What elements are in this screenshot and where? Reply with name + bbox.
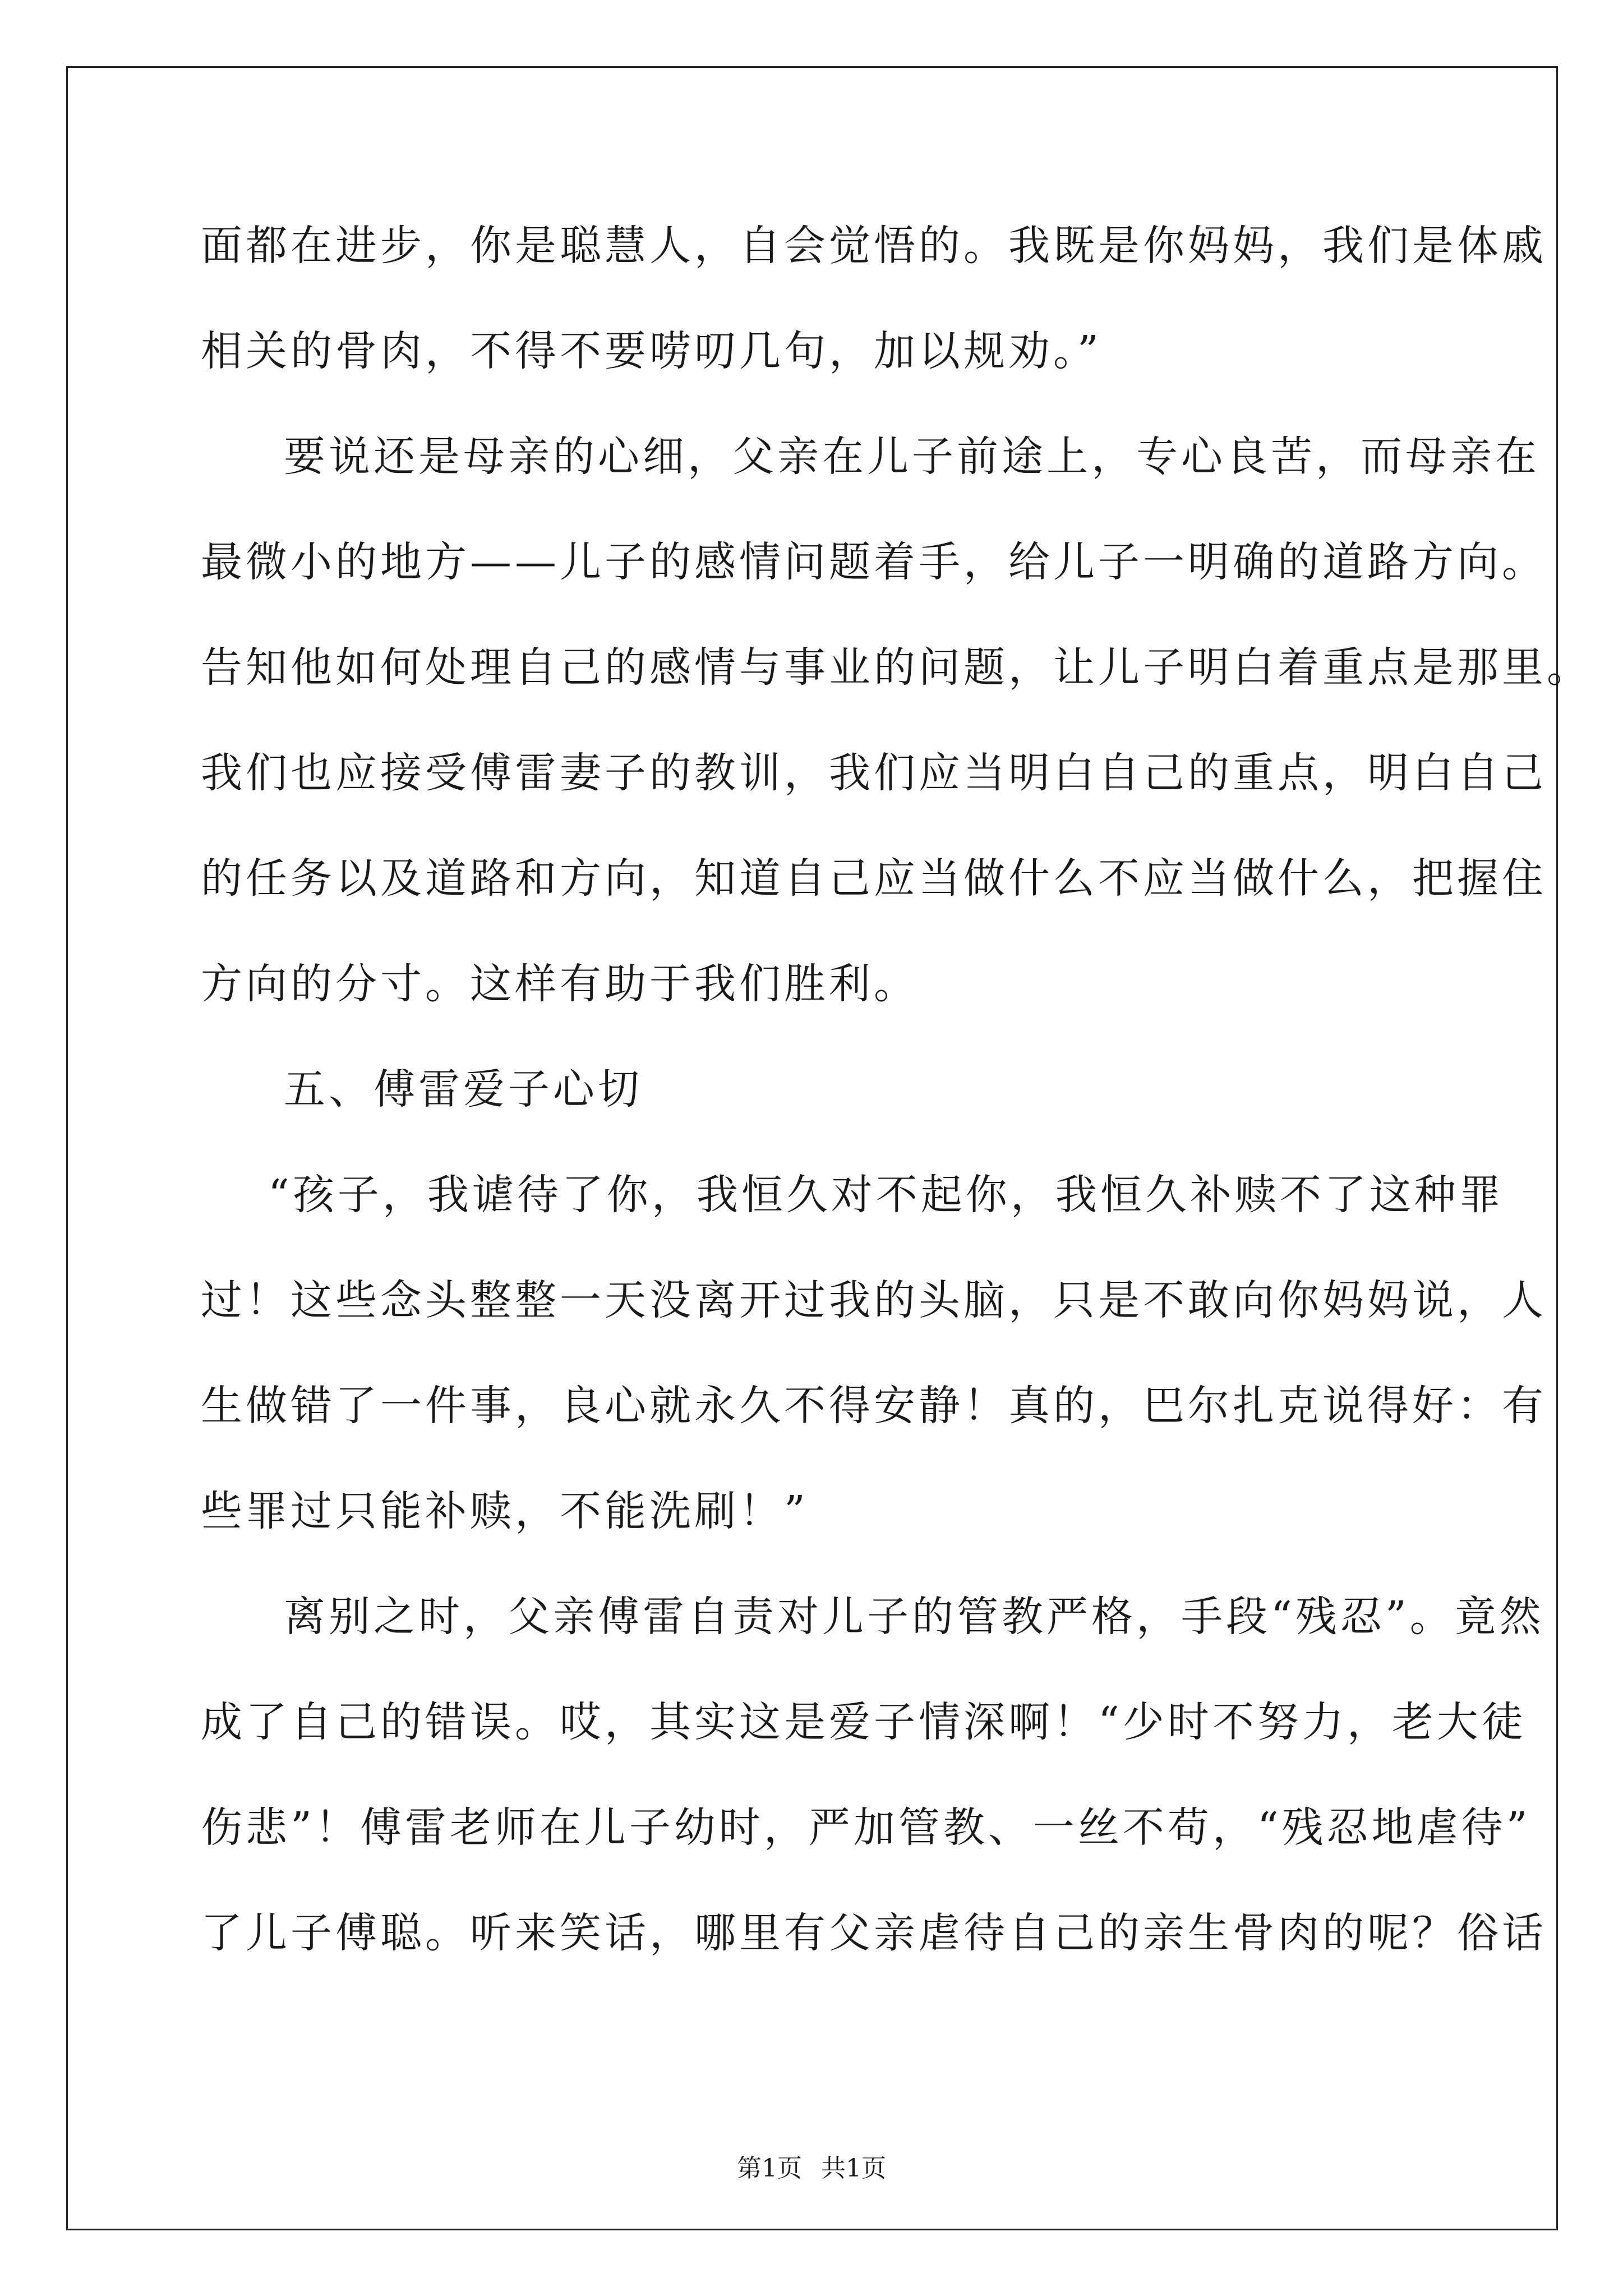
text-line: 相关的骨肉，不得不要唠叨几句，加以规劝。”: [201, 327, 1102, 375]
text-line: 面都在进步，你是聪慧人，自会觉悟的。我既是你妈妈，我们是体戚: [201, 222, 1547, 270]
text-line: 告知他如何处理自己的感情与事业的问题，让儿子明白着重点是那里。: [201, 643, 1592, 692]
text-line: 些罪过只能补赎，不能洗刷！”: [201, 1487, 809, 1535]
text-line: 成了自己的错误。哎，其实这是爱子情深啊！“少时不努力，老大徒: [201, 1698, 1527, 1746]
page-total: 共1页: [821, 2154, 886, 2183]
page-footer: [0, 2152, 1623, 2185]
section-heading: 五、傅雷爱子心切: [284, 1065, 643, 1114]
text-line: 了儿子傅聪。听来笑话，哪里有父亲虐待自己的亲生骨肉的呢？俗话: [201, 1909, 1547, 1957]
text-line: 的任务以及道路和方向，知道自己应当做什么不应当做什么，把握住: [201, 854, 1547, 903]
text-line: 伤悲”！傅雷老师在儿子幼时，严加管教、一丝不苟，“残忍地虐待”: [201, 1803, 1531, 1852]
text-line: 我们也应接受傅雷妻子的教训，我们应当明白自己的重点，明白自己: [201, 749, 1547, 797]
text-line: 最微小的地方——儿子的感情问题着手，给儿子一明确的道路方向。: [201, 538, 1547, 586]
text-line: 方向的分寸。这样有助于我们胜利。: [201, 960, 919, 1008]
paragraph-first-line: 要说还是母亲的心细，父亲在儿子前途上，专心良苦，而母亲在: [284, 432, 1540, 481]
quote-first-line: “孩子，我谑待了你，我恒久对不起你，我恒久补赎不了这种罪: [268, 1171, 1504, 1219]
text-line: 生做错了一件事，良心就永久不得安静！真的，巴尔扎克说得好：有: [201, 1382, 1547, 1430]
paragraph-first-line: 离别之时，父亲傅雷自责对儿子的管教严格，手段“残忍”。竟然: [284, 1593, 1544, 1641]
page-number: 第1页: [737, 2154, 802, 2183]
text-line: 过！这些念头整整一天没离开过我的头脑，只是不敢向你妈妈说，人: [201, 1276, 1547, 1324]
